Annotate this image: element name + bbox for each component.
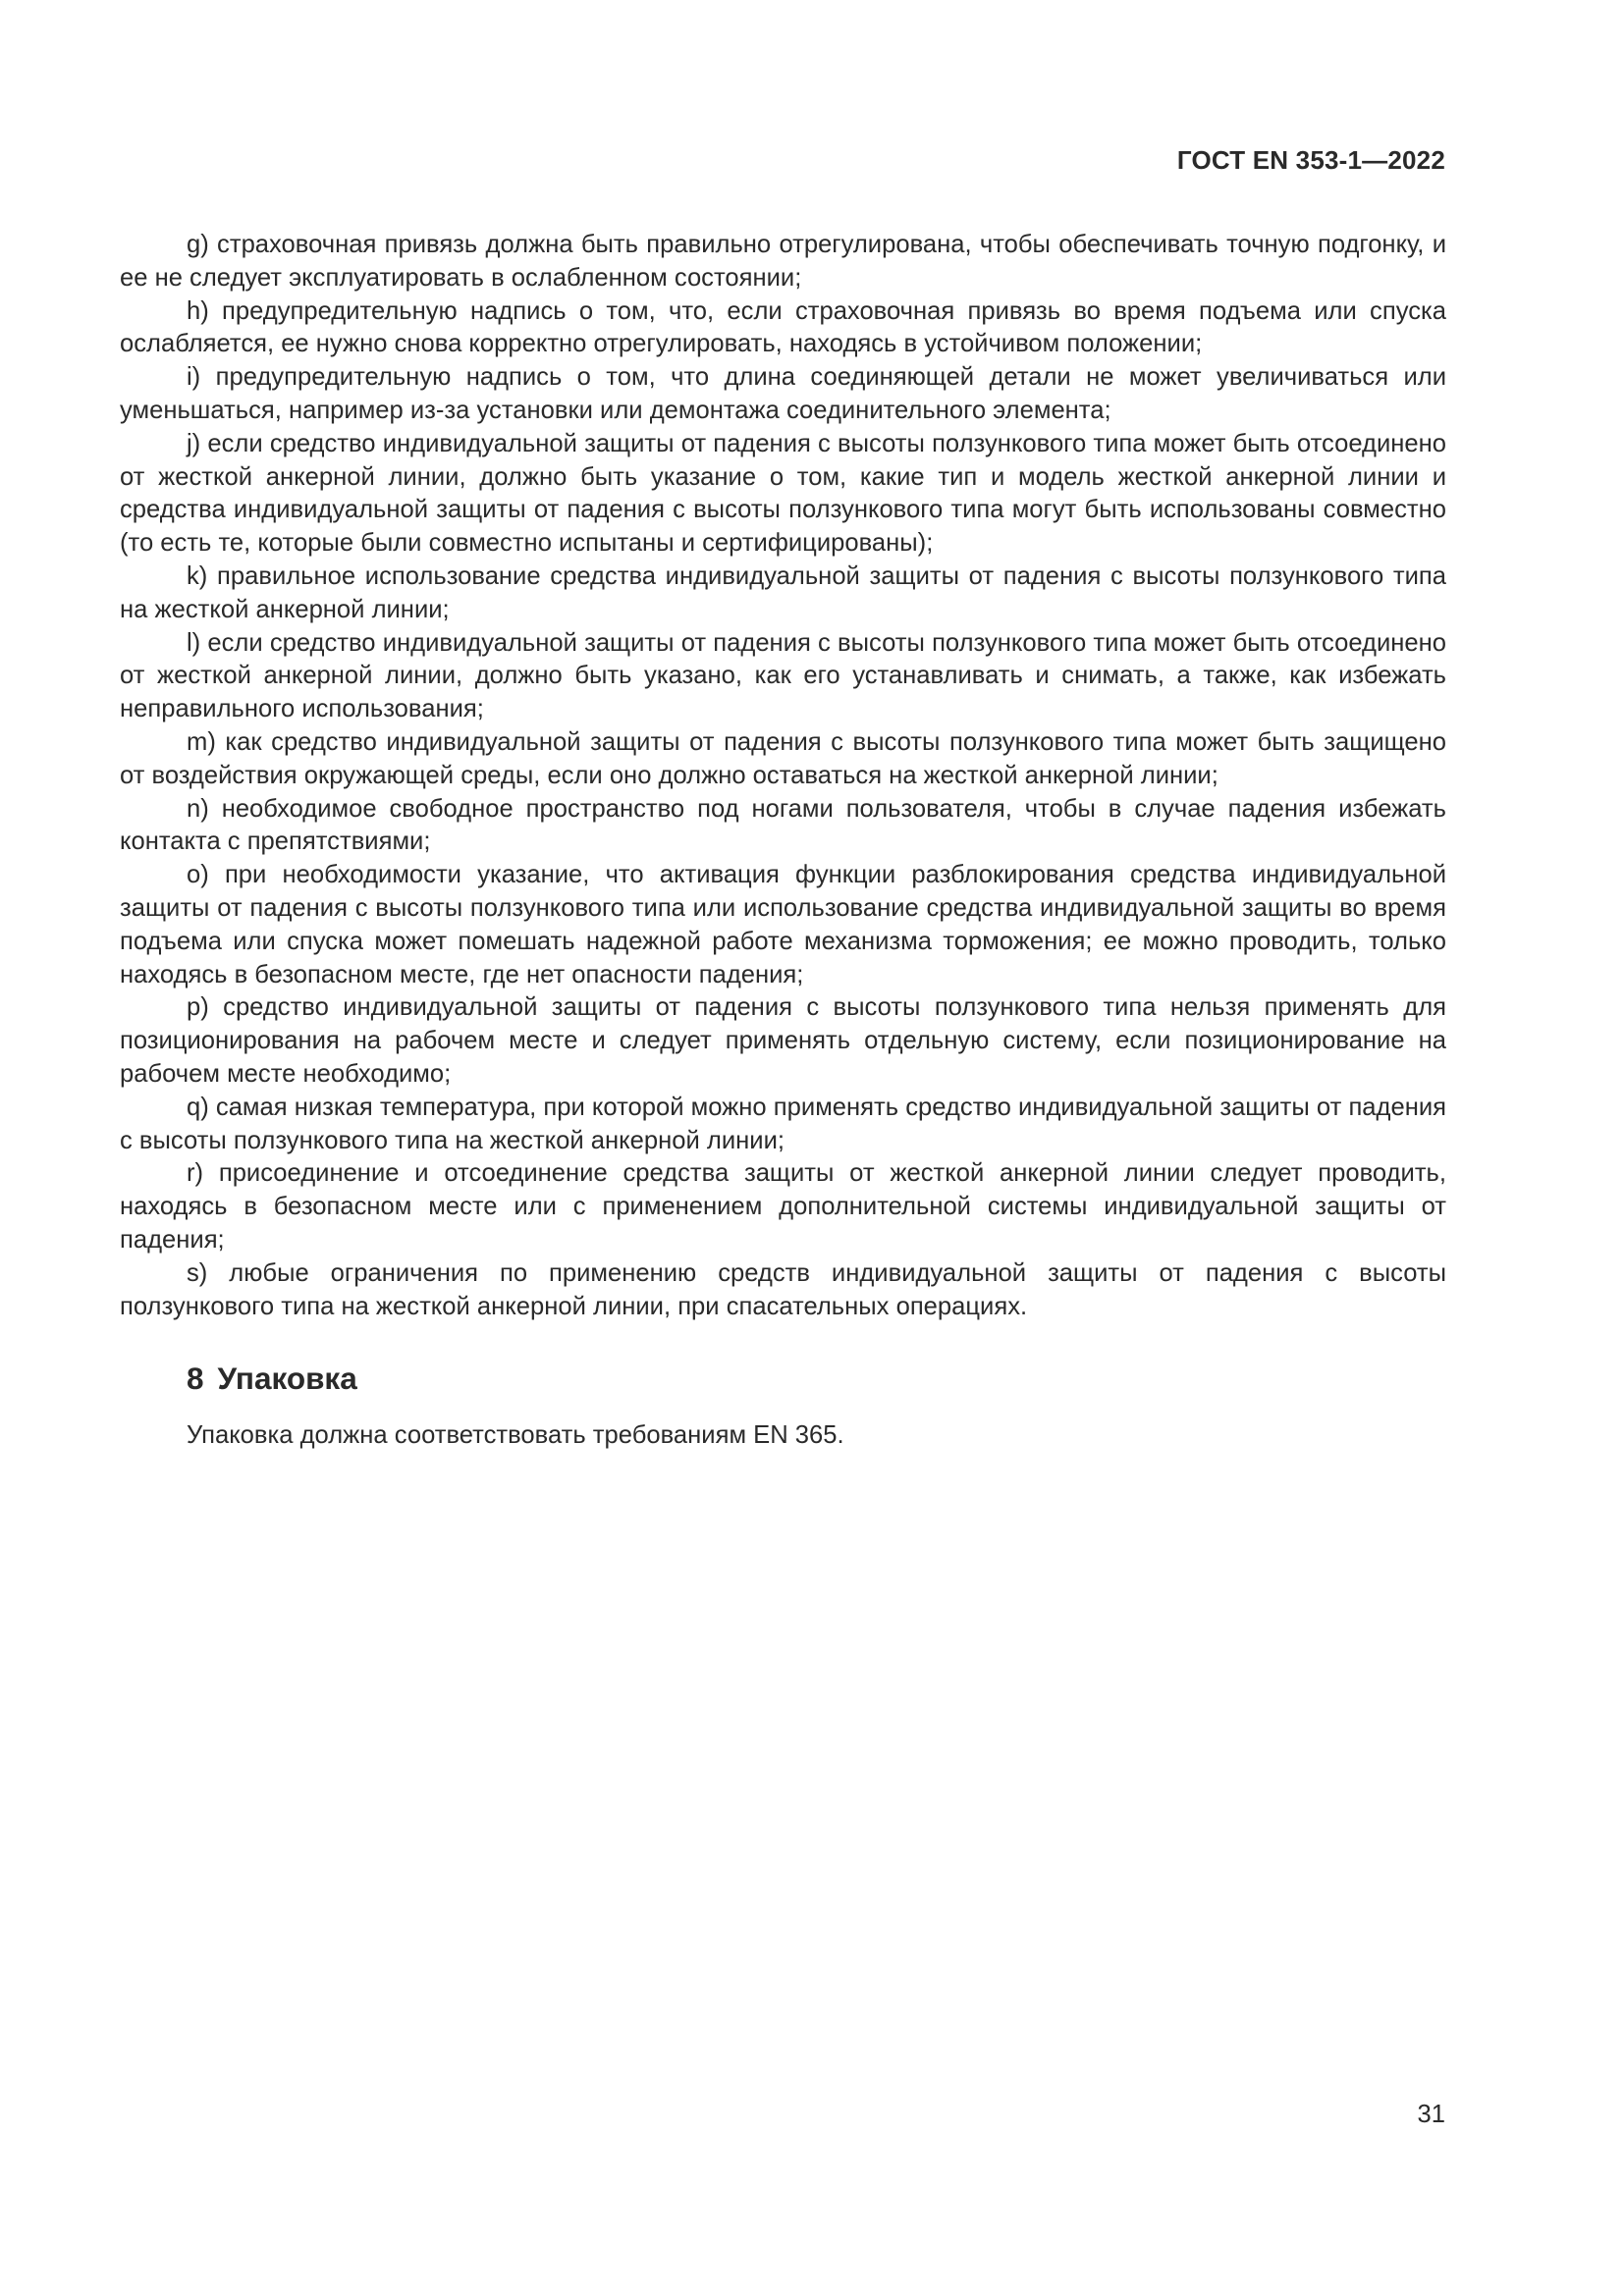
list-item-h: h) предупредительную надпись о том, что, если страховочная привязь во время подъема или спуска ослабляется, ее нужно снова корректно отрегулировать, находясь в устойчивом положении; [120,296,1446,358]
section-body-text: Упаковка должна соответствовать требованиям EN 365. [187,1421,844,1450]
list-item-j: j) если средство индивидуальной защиты от падения с высоты ползункового типа может быть отсоединено от жесткой анкерной линии, должно быть указание о том, какие тип и модель жесткой анкерной линии и средства индивидуальной защиты от падения с высоты ползункового типа могут быть использованы совместно (то есть те, которые были совместно испытаны и сертифицированы); [120,429,1446,558]
list-item-i: i) предупредительную надпись о том, что длина соединяющей детали не может увеличиваться или уменьшаться, например из-за установки или демонтажа соединительного элемента; [120,363,1446,424]
list-item-m: m) как средство индивидуальной защиты от падения с высоты ползункового типа может быть защищено от воздействия окружающей среды, если оно должно оставаться на жесткой анкерной линии; [120,727,1446,789]
list-item-p: p) средство индивидуальной защиты от падения с высоты ползункового типа нельзя применять для позиционирования на рабочем месте и следует применять отдельную систему, если позиционирование на рабочем месте необходимо; [120,993,1446,1088]
section-number: 8 [187,1361,204,1397]
document-header-code: ГОСТ EN 353-1—2022 [1176,145,1445,175]
section-heading [187,1359,1446,1398]
page-number: 31 [1417,2101,1445,2128]
list-item-s: s) любые ограничения по применению средств индивидуальной защиты от падения с высоты ползункового типа на жесткой анкерной линии, при спасательных операциях. [120,1258,1446,1320]
section-title-text: Упаковка [217,1361,357,1397]
list-item-l: l) если средство индивидуальной защиты от падения с высоты ползункового типа может быть отсоединено от жесткой анкерной линии, должно быть указано, как его устанавливать и снимать, а также, как избежать неправильного использования; [120,628,1446,723]
list-item-k: k) правильное использование средства индивидуальной защиты от падения с высоты ползункового типа на жесткой анкерной линии; [120,561,1446,623]
list-item-o: o) при необходимости указание, что активация функции разблокирования средства индивидуальной защиты от падения с высоты ползункового типа или использование средства индивидуальной защиты во время подъема или спуска может помешать надежной работе механизма торможения; ее можно проводить, только находясь в безопасном месте, где нет опасности падения; [120,861,1446,988]
page-content [120,229,1446,1453]
instruction-list [120,229,1446,1323]
list-item-n: n) необходимое свободное пространство под ногами пользователя, чтобы в случае падения избежать контакта с препятствиями; [120,794,1446,856]
list-item-g: g) страховочная привязь должна быть правильно отрегулирована, чтобы обеспечивать точную подгонку, и ее не следует эксплуатировать в ослабленном состоянии; [120,231,1446,292]
list-item-q: q) самая низкая температура, при которой можно применять средство индивидуальной защиты от падения с высоты ползункового типа на жесткой анкерной линии; [120,1093,1446,1154]
list-item-r: r) присоединение и отсоединение средства защиты от жесткой анкерной линии следует проводить, находясь в безопасном месте или с применением дополнительной системы индивидуальной защиты от падения; [120,1159,1446,1254]
